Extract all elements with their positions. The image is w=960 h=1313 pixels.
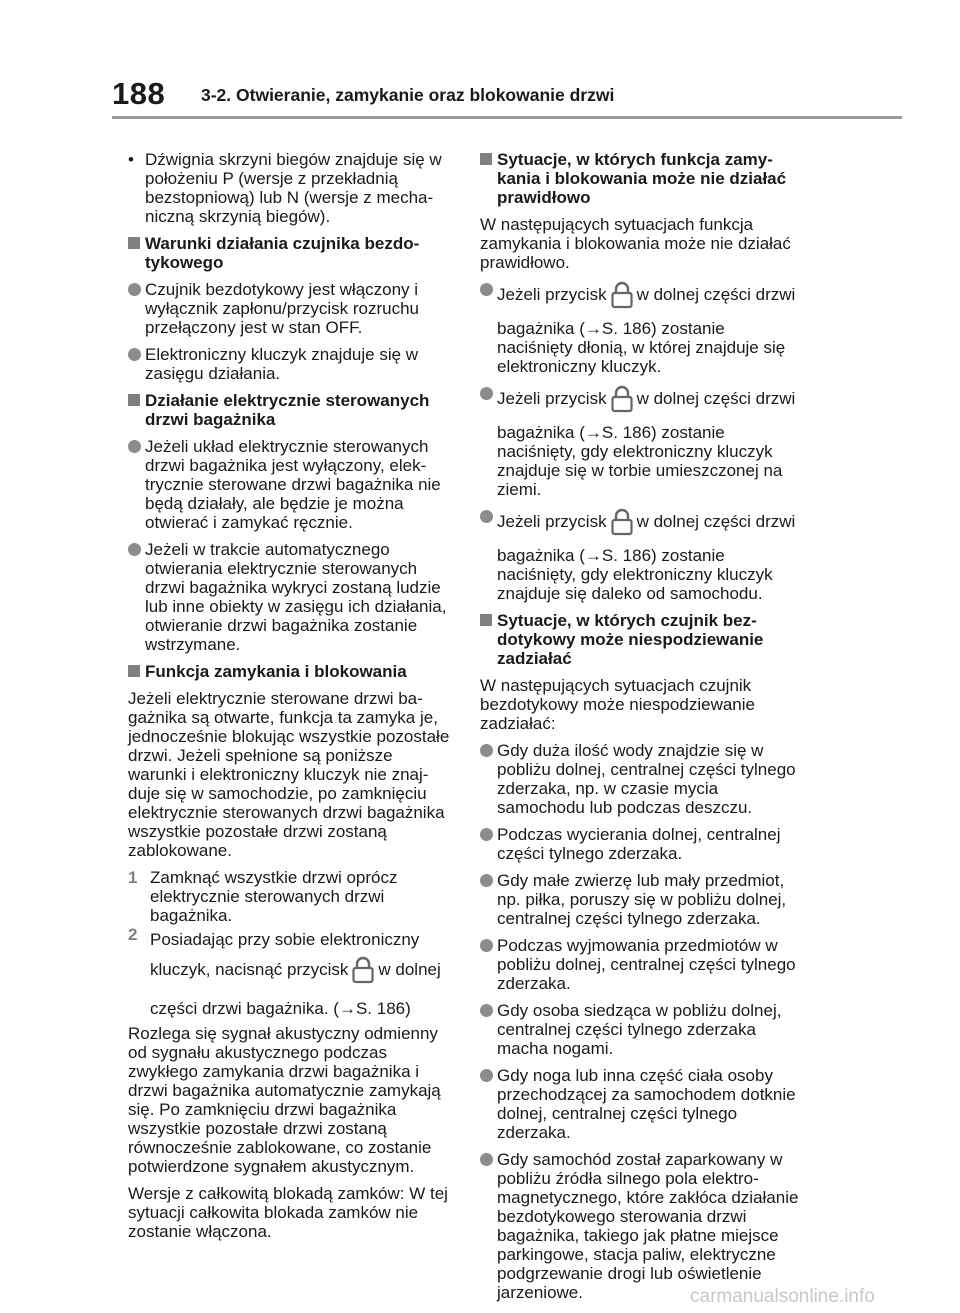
list-item-text: Gdy małe zwierzę lub mały przedmiot, np. piłka, poruszy się w pobliżu dolnej, centralnej części tylnego zderzaka. [497,871,787,928]
step-number: 1 [128,868,138,887]
section-heading [128,391,453,429]
list-item-text: w dolnej części drzwi bagażnika (→S. 186) zostanie naciśnięty, gdy elektroniczny kluczyk znajduje się w torbie umieszczonej na ziemi. [497,389,796,499]
list-item [480,280,805,376]
list-item-text: w dolnej części drzwi bagażnika (→S. 186) zostanie naciśnięty, gdy elektroniczny kluczyk znajduje się daleko od samochodu. [497,512,796,603]
list-item-text: Gdy samochód został zaparkowany w pobliżu źródła silnego pola elektromagnetycznego, które zakłóca działanie bezdotykowego sterowania drzwi bagażnika, takiego jak płatne miejsce parkingowe, stacja paliw, elektryczne podgrzewanie drogi lub oświetlenie jarzeniowe. [497,1150,799,1302]
round-bullet-icon [480,1153,493,1166]
list-item-text: Jeżeli przycisk [497,285,607,304]
header-rule [112,116,902,119]
round-bullet-icon [480,510,493,523]
list-item [128,150,453,226]
round-bullet-icon [480,828,493,841]
round-bullet-icon [128,283,141,296]
list-item [480,507,805,603]
list-item-text: Gdy noga lub inna część ciała osoby przechodzącej za samochodem dotknie dolnej, centralnej części tylnego zderzaka. [497,1066,796,1142]
list-item-text: Gdy duża ilość wody znajdzie się w pobliżu dolnej, centralnej części tylnego zderzaka, np. w czasie mycia samochodu lub podczas deszczu. [497,741,796,817]
lock-icon [611,508,633,546]
page-number: 188 [112,76,166,111]
list-item-text: Elektroniczny kluczyk znajduje się w zasięgu działania. [145,345,419,383]
list-item-text: Jeżeli przycisk [497,389,607,408]
list-item [128,280,453,337]
section-heading [128,234,453,272]
heading-text: Działanie elektrycznie sterowanych drzwi bagażnika [145,391,430,429]
round-bullet-icon [128,348,141,361]
chapter-title: 3-2. Otwieranie, zamykanie oraz blokowanie drzwi [201,85,615,105]
list-item [128,437,453,532]
lock-icon [611,281,633,319]
dash-marker: • [128,150,134,169]
list-item [480,1001,805,1058]
round-bullet-icon [480,1069,493,1082]
list-item [128,345,453,383]
list-item-text: Podczas wyjmowania przedmiotów w pobliżu dolnej, centralnej części tylnego zderzaka. [497,936,796,993]
square-bullet-icon [128,394,140,406]
paragraph: W następujących sytuacjach funkcja zamykania i blokowania może nie działać prawidłowo. [480,215,791,272]
list-item [480,1066,805,1142]
list-item-text: w dolnej części drzwi bagażnika (→S. 186) zostanie naciśnięty dłonią, w której znajduje się elektroniczny kluczyk. [497,285,796,376]
left-column [128,150,453,1249]
step-text: Zamknąć wszystkie drzwi oprócz elektrycznie sterowanych drzwi bagażnika. [150,868,398,925]
heading-text: Sytuacje, w których funkcja zamykania i blokowania może nie działać prawidłowo [497,150,787,207]
paragraph: Jeżeli elektrycznie sterowane drzwi bagażnika są otwarte, funkcja ta zamyka je, jednocześnie blokując wszystkie pozostałe drzwi. Jeżeli spełnione są poniższe warunki i elektroniczny kluczyk nie znajduje się w samochodzie, po zamknięciu elektrycznie sterowanych drzwi bagażnika wszystkie pozostałe drzwi zostaną zablokowane. [128,689,450,860]
section-heading [480,611,805,668]
list-item-text: Gdy osoba siedząca w pobliżu dolnej, centralnej części tylnego zderzaka macha nogami. [497,1001,782,1058]
round-bullet-icon [480,387,493,400]
step-item [128,868,453,925]
heading-text: Warunki działania czujnika bezdotykowego [145,234,420,272]
step-item [128,925,453,1024]
right-column [480,150,805,1310]
paragraph: W następujących sytuacjach czujnik bezdotykowy może niespodziewanie zadziałać: [480,676,755,733]
page-header [112,76,902,116]
square-bullet-icon [480,153,492,165]
step-text: Posiadając przy sobie elektroniczny kluczyk, nacisnąć przycisk w dolnej części drzwi bagażnika. (→S. 186) [150,930,441,1018]
step-number: 2 [128,925,138,944]
list-item-text: Podczas wycierania dolnej, centralnej części tylnego zderzaka. [497,825,781,863]
paragraph: Wersje z całkowitą blokadą zamków: W tej sytuacji całkowita blokada zamków nie zostanie włączona. [128,1184,448,1241]
list-item [128,540,453,654]
round-bullet-icon [480,874,493,887]
list-item-text: Czujnik bezdotykowy jest włączony i wyłącznik zapłonu/przycisk rozruchu przełączony jest w stan OFF. [145,280,419,337]
heading-text: Funkcja zamykania i blokowania [145,662,407,681]
list-item [480,1150,805,1302]
square-bullet-icon [128,237,140,249]
round-bullet-icon [480,939,493,952]
square-bullet-icon [128,665,140,677]
square-bullet-icon [480,614,492,626]
paragraph: Rozlega się sygnał akustyczny odmienny od sygnału akustycznego podczas zwykłego zamykania drzwi bagażnika i drzwi bagażnika automatycznie zamykają się. Po zamknięciu drzwi bagażnika wszystkie pozostałe drzwi zostaną równocześnie zablokowane, co zostanie potwierdzone sygnałem akustycznym. [128,1024,441,1176]
heading-text: Sytuacje, w których czujnik bezdotykowy może niespodziewanie zadziałać [497,611,764,668]
round-bullet-icon [480,1004,493,1017]
list-item [480,871,805,928]
round-bullet-icon [128,440,141,453]
section-heading [128,662,453,681]
list-item [480,936,805,993]
list-item-text: Dźwignia skrzyni biegów znajduje się w położeniu P (wersje z przekładnią bezstopniową) lub N (wersje z mechaniczną skrzynią biegów). [145,150,442,226]
section-heading [480,150,805,207]
round-bullet-icon [128,543,141,556]
list-item [480,825,805,863]
list-item [480,384,805,499]
watermark[interactable]: carmanualsonline.info [690,1286,875,1307]
round-bullet-icon [480,283,493,296]
lock-icon [352,956,374,994]
list-item-text: Jeżeli przycisk [497,512,607,531]
list-item-text: Jeżeli układ elektrycznie sterowanych drzwi bagażnika jest wyłączony, elektrycznie sterowane drzwi bagażnika nie będą działały, ale będzie je można otwierać i zamykać ręcznie. [145,437,441,532]
list-item [480,741,805,817]
list-item-text: Jeżeli w trakcie automatycznego otwierania elektrycznie sterowanych drzwi bagażnika wykryci zostaną ludzie lub inne obiekty w zasięgu ich działania, otwieranie drzwi bagażnika zostanie wstrzymane. [145,540,447,654]
round-bullet-icon [480,744,493,757]
lock-icon [611,385,633,423]
